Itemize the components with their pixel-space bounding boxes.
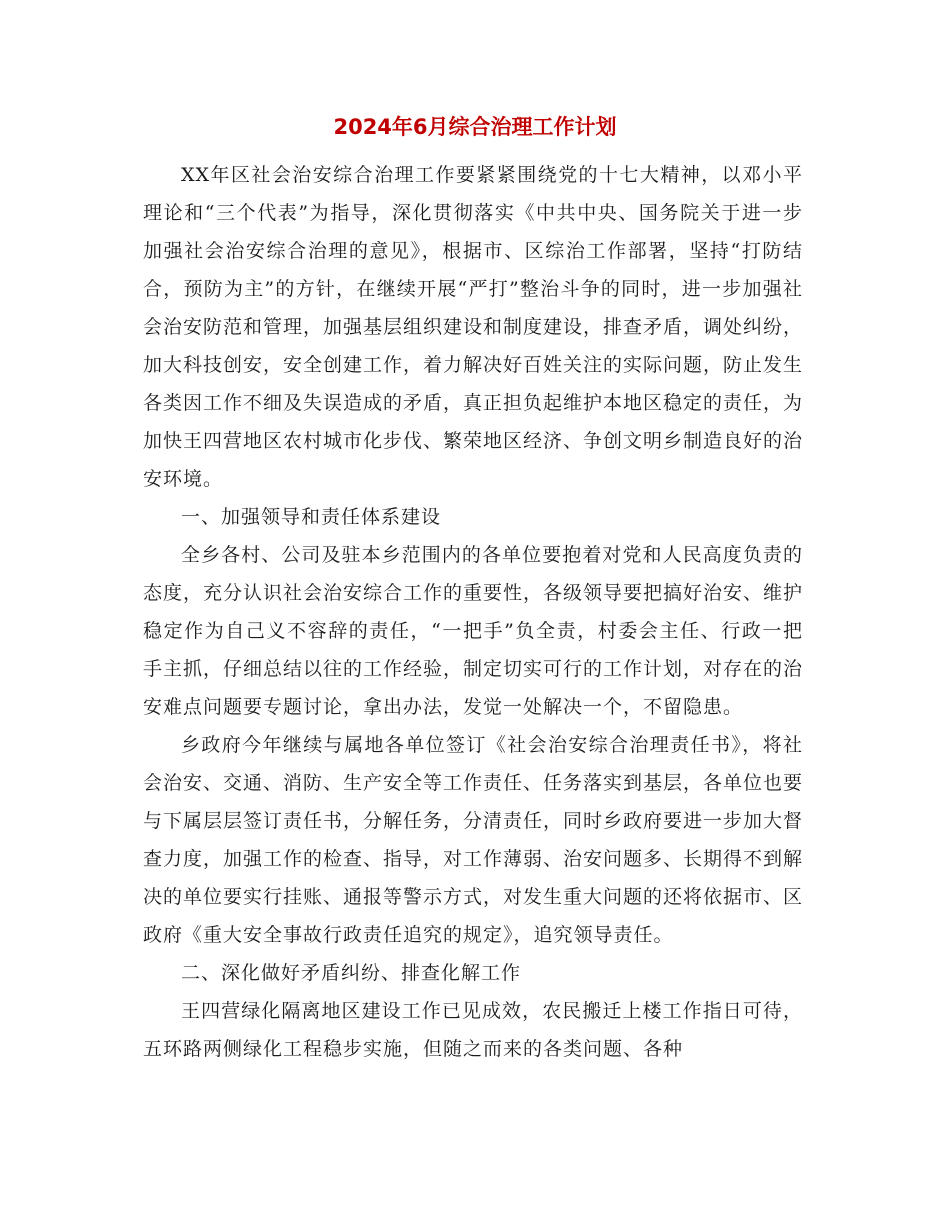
document-title: 2024年6月综合治理工作计划 [333,115,617,139]
section-heading-2: 二、深化做好矛盾纠纷、排查化解工作 [181,962,522,984]
section-1-paragraph-2: 乡政府今年继续与属地各单位签订《社会治安综合治理责任书》，将社会治安、交通、消防、生产安全等工作责任、任务落实到基层，各单位也要与下属层层签订责任书，分解任务，分清责任，同时乡政府要进一步加大督查力度，加强工作的检查、指导，对工作薄弱、治安问题多、长期得不到解决的单位要实行挂账、通报等警示方式，对发生重大问题的还将依据市、区政府《重大安全事故行政责任追究的规定》，追究领导责任。 [143,734,804,946]
section-heading-1: 一、加强领导和责任体系建设 [181,506,442,528]
section-2-paragraph-1: 王四营绿化隔离地区建设工作已见成效，农民搬迁上楼工作指日可待，五环路两侧绿化工程稳步实施，但随之而来的各类问题、各种 [143,1000,803,1060]
intro-paragraph: XX年区社会治安综合治理工作要紧紧围绕党的十七大精神，以邓小平理论和“三个代表”为指导，深化贯彻落实《中共中央、国务院关于进一步加强社会治安综合治理的意见》，根据市、区综治工作部署，坚持“打防结合，预防为主”的方针，在继续开展“严打”整治斗争的同时，进一步加强社会治安防范和管理，加强基层组织建设和制度建设，排查矛盾，调处纠纷，加大科技创安，安全创建工作，着力解决好百姓关注的实际问题，防止发生各类因工作不细及失误造成的矛盾，真正担负起维护本地区稳定的责任，为加快王四营地区农村城市化步伐、繁荣地区经济、争创文明乡制造良好的治安环境。 [143,164,804,490]
section-1-paragraph-1: 全乡各村、公司及驻本乡范围内的各单位要抱着对党和人民高度负责的态度，充分认识社会治安综合工作的重要性，各级领导要把搞好治安、维护稳定作为自己义不容辞的责任，“一把手”负全责，村委会主任、行政一把手主抓，仔细总结以往的工作经验，制定切实可行的工作计划，对存在的治安难点问题要专题讨论，拿出办法，发觉一处解决一个，不留隐患。 [143,544,804,718]
document-body [143,156,803,1068]
